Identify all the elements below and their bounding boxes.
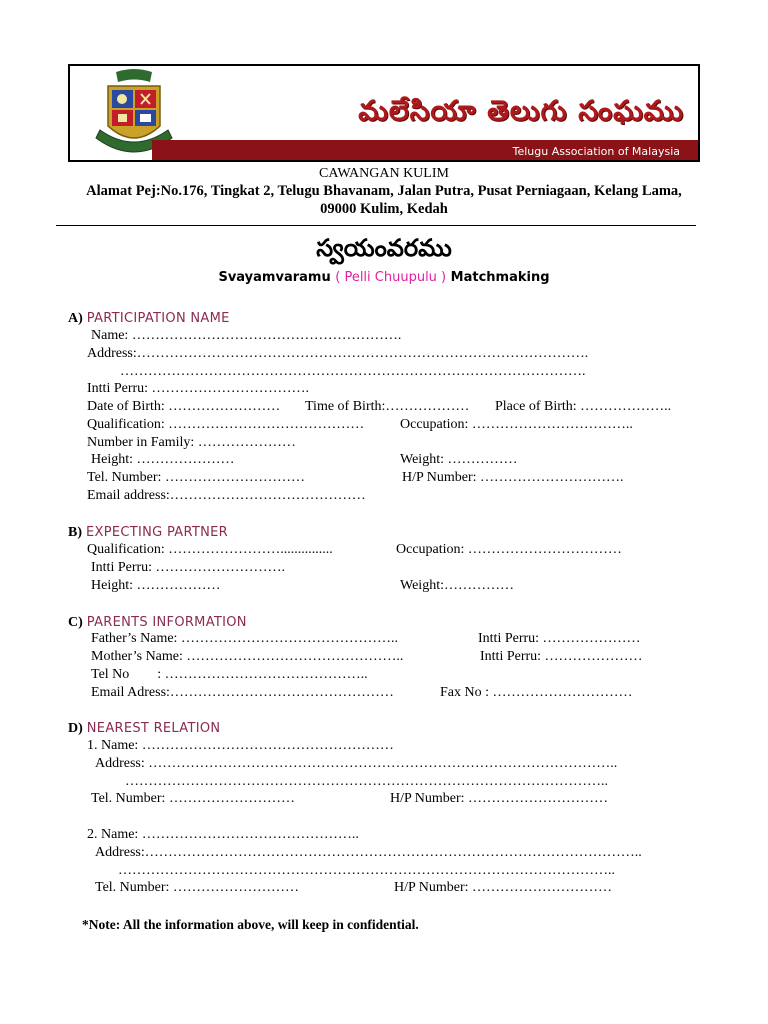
d-relation-2-name-field[interactable]: 2. Name: ………………………………………..	[87, 827, 359, 842]
d-relation-2-address-field[interactable]: Address:……………………………………………………………………………………………..	[95, 845, 642, 860]
section-a-header	[68, 309, 230, 327]
header-divider	[56, 225, 696, 226]
a-number-in-family-field[interactable]: Number in Family: …………………	[87, 435, 296, 450]
a-address-line-2[interactable]: ……………………………………………………………………………………….	[120, 364, 586, 379]
letterhead-banner	[68, 64, 700, 162]
a-date-of-birth-field[interactable]: Date of Birth: ……………………	[87, 399, 281, 414]
subtitle-svayamvaramu: Svayamvaramu	[218, 270, 331, 285]
section-b-letter: B)	[68, 525, 82, 540]
d-relation-1-name-field[interactable]: 1. Name: ………………………………………………	[87, 738, 394, 753]
section-d-letter: D)	[68, 721, 83, 736]
subtitle-matchmaking: Matchmaking	[450, 270, 550, 285]
a-occupation-field[interactable]: Occupation: ……………………………..	[400, 417, 633, 432]
c-fathers-name-field[interactable]: Father’s Name: ………………………………………..	[91, 631, 398, 646]
section-a-letter: A)	[68, 311, 83, 326]
a-address-field[interactable]: Address:…………………………………………………………………………………….	[87, 346, 589, 361]
a-height-field[interactable]: Height: …………………	[91, 452, 235, 467]
a-place-of-birth-field[interactable]: Place of Birth: ………………..	[495, 399, 672, 414]
section-c-title: PARENTS INFORMATION	[86, 615, 247, 630]
section-b-title: EXPECTING PARTNER	[86, 525, 228, 540]
c-email-field[interactable]: Email Adress:…………………………………………	[91, 685, 394, 700]
a-email-field[interactable]: Email address:……………………………………	[87, 488, 366, 503]
a-hp-number-field[interactable]: H/P Number: ………………………….	[402, 470, 624, 485]
d-relation-2-address-line-2[interactable]: ……………………………………………………………………………………………..	[118, 863, 615, 878]
c-fax-no-field[interactable]: Fax No : …………………………	[440, 685, 633, 700]
c-mother-intti-perru-field[interactable]: Intti Perru: …………………	[480, 649, 643, 664]
section-a-title: PARTICIPATION NAME	[86, 311, 230, 326]
a-tel-number-field[interactable]: Tel. Number: …………………………	[87, 470, 305, 485]
association-english-name: Telugu Association of Malaysia	[512, 145, 680, 158]
address-line-1: Alamat Pej:No.176, Tingkat 2, Telugu Bhavanam, Jalan Putra, Pusat Perniagaan, Kelang Lama,	[86, 183, 682, 199]
section-d-header	[68, 719, 220, 737]
b-height-field[interactable]: Height: ………………	[91, 578, 221, 593]
a-weight-field[interactable]: Weight: ……………	[400, 452, 518, 467]
a-qualification-field[interactable]: Qualification: ……………………………………	[87, 417, 365, 432]
section-c-letter: C)	[68, 615, 83, 630]
c-mothers-name-field[interactable]: Mother’s Name: ………………………………………..	[91, 649, 404, 664]
d-relation-2-hp-field[interactable]: H/P Number: …………………………	[394, 880, 613, 895]
b-intti-perru-field[interactable]: Intti Perru: ……………………….	[91, 560, 286, 575]
c-father-intti-perru-field[interactable]: Intti Perru: …………………	[478, 631, 641, 646]
confidentiality-note: *Note: All the information above, will keep in confidential.	[82, 917, 419, 932]
section-d-title: NEAREST RELATION	[86, 721, 221, 736]
form-subtitle	[0, 270, 768, 285]
banner-red-stripe	[152, 140, 698, 160]
b-occupation-field[interactable]: Occupation: ……………………………	[396, 542, 622, 557]
d-relation-1-tel-field[interactable]: Tel. Number: ………………………	[91, 791, 295, 806]
d-relation-2-tel-field[interactable]: Tel. Number: ………………………	[95, 880, 299, 895]
section-c-header	[68, 613, 247, 631]
a-time-of-birth-field[interactable]: Time of Birth:………………	[305, 399, 470, 414]
b-weight-field[interactable]: Weight:……………	[400, 578, 514, 593]
address-line-2: 09000 Kulim, Kedah	[320, 201, 448, 217]
association-telugu-title: మలేసియా తెలుగు సంఘము	[358, 94, 684, 127]
a-intti-perru-field[interactable]: Intti Perru: …………………………….	[87, 381, 310, 396]
d-relation-1-address-line-2[interactable]: …………………………………………………………………………………………..	[125, 774, 608, 789]
a-name-field[interactable]: Name: ………………………………………………….	[91, 328, 402, 343]
subtitle-pelli-chuupulu: ( Pelli Chuupulu )	[335, 270, 447, 285]
c-tel-no-field[interactable]: Tel No : ……………………………………..	[91, 667, 368, 682]
section-b-header	[68, 523, 228, 541]
d-relation-1-address-field[interactable]: Address: ………………………………………………………………………………………..	[95, 756, 618, 771]
b-qualification-field[interactable]: Qualification: ……………………...............	[87, 542, 333, 557]
d-relation-1-hp-field[interactable]: H/P Number: …………………………	[390, 791, 609, 806]
form-title-telugu: స్వయంవరము	[316, 234, 452, 262]
branch-name: CAWANGAN KULIM	[319, 166, 449, 181]
